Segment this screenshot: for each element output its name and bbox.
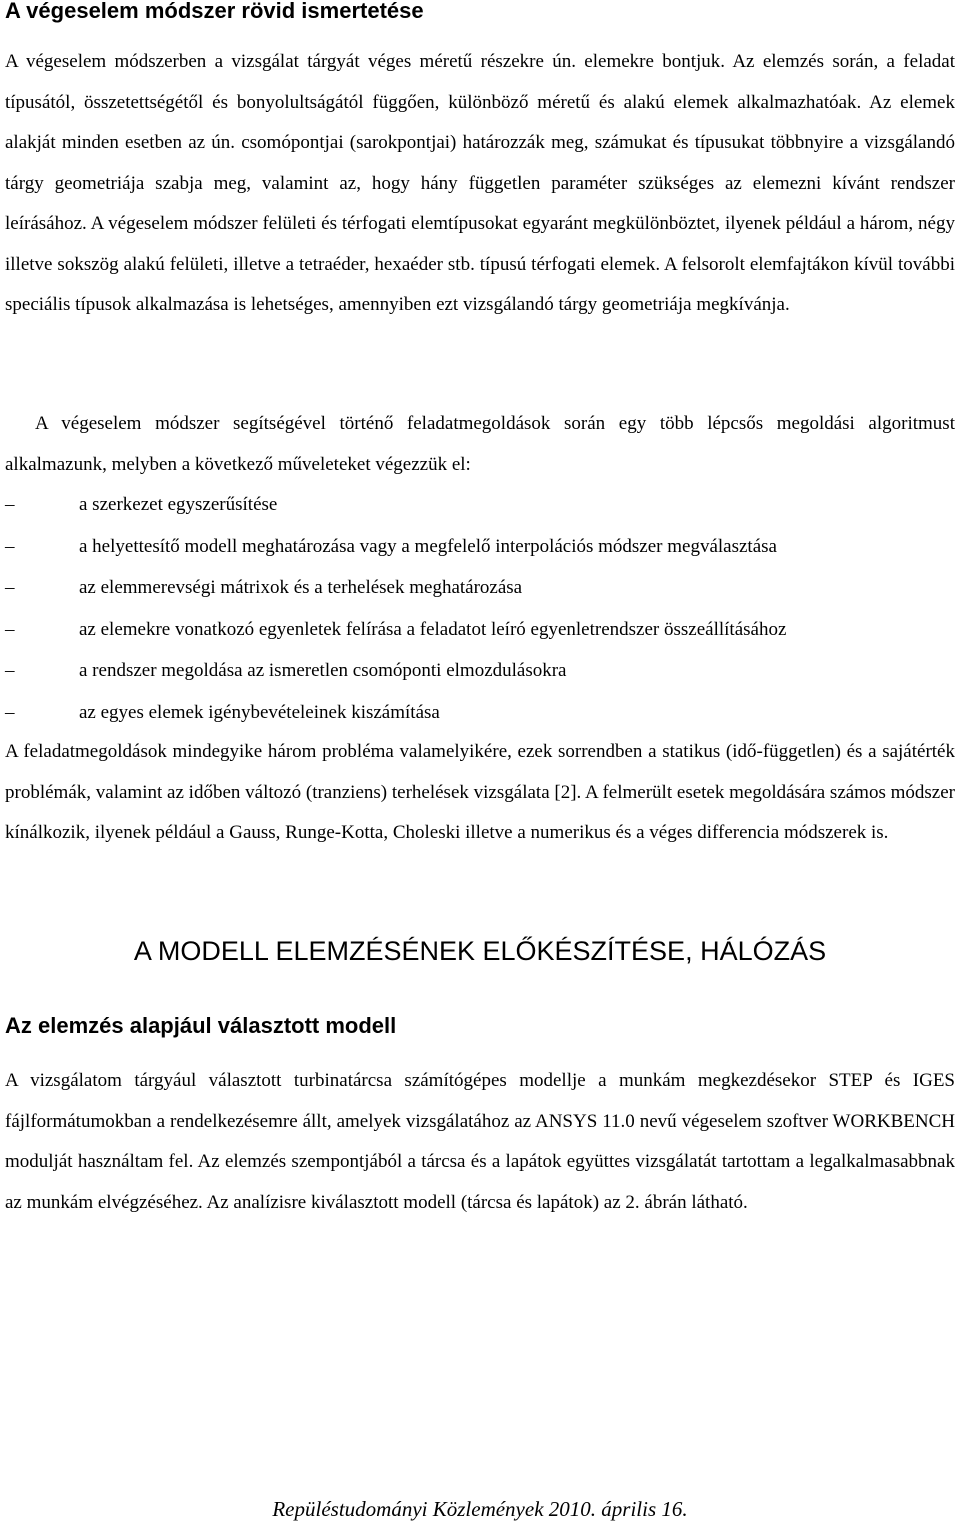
dash-bullet: – — [5, 660, 15, 681]
list-item-text: a helyettesítő modell meghatározása vagy a megfelelő interpolációs módszer megválasztása — [79, 535, 777, 557]
list-item — [5, 484, 955, 526]
paragraph-solution-algorithm: A végeselem módszer segítségével történő feladatmegoldások során egy több lépcsős megoldási algoritmust alkalmazunk, melyben a következő műveleteket végezzük el: — [5, 413, 955, 475]
algorithm-steps-list — [5, 484, 955, 733]
list-item — [5, 526, 955, 568]
list-item-text: az elemekre vonatkozó egyenletek felírása a feladatot leíró egyenletrendszer összeállításához — [79, 618, 787, 640]
dash-bullet: – — [5, 618, 15, 640]
dash-bullet: – — [5, 577, 15, 598]
paragraph-problem-types: A feladatmegoldások mindegyike három probléma valamelyikére, ezek sorrendben a statikus (idő-független) és a sajátérték problémák, valamint az időben változó (tranziens) terhelések vizsgálata [2]. A felmerült esetek megoldására számos módszer kínálkozik, ilyenek például a Gauss, Runge-Kotta, Choleski illetve a numerikus és a véges differencia módszerek is. — [5, 741, 955, 843]
list-item — [5, 567, 955, 609]
list-item — [5, 692, 955, 734]
dash-bullet: – — [5, 701, 15, 723]
list-item-text: az elemmerevségi mátrixok és a terhelések meghatározása — [79, 577, 523, 598]
list-item — [5, 609, 955, 651]
paragraph-fem-description: A végeselem módszerben a vizsgálat tárgyát véges méretű részekre ún. elemekre bontjuk. Az elemzés során, a feladat típusától, összetettségétől és bonyolultságától függően, különböző méretű és alakú elemek alkalmazhatóak. Az elemek alakját minden esetben az ún. csomópontjai (sarokpontjai) határozzák meg, számukat és típusukat többnyire a vizsgálandó tárgy geometriája szabja meg, valamint az, hogy hány független paraméter szükséges az elemezni kívánt rendszer leírásához. A végeselem módszer felületi és térfogati elemtípusokat egyaránt megkülönböztet, ilyenek például a három, négy illetve sokszög alakú felületi, illetve a tetraéder, hexaéder stb. típusú térfogati elemek. A felsorolt elemfajtákon kívül további speciális típusok alkalmazása is lehetséges, amennyiben ezt vizsgálandó tárgy geometriája megkívánja. — [5, 51, 955, 315]
list-item-text: az egyes elemek igénybevételeinek kiszámítása — [79, 701, 440, 723]
page-footer: Repüléstudományi Közlemények 2010. április 16. — [272, 1497, 688, 1521]
list-item-text: a rendszer megoldása az ismeretlen csomóponti elmozdulásokra — [79, 660, 567, 681]
dash-bullet: – — [5, 535, 15, 557]
paragraph-model-description: A vizsgálatom tárgyául választott turbinatárcsa számítógépes modellje a munkám megkezdésekor STEP és IGES fájlformátumokban a rendelkezésemre állt, amelyek vizsgálatához az ANSYS 11.0 nevű végeselem szoftver WORKBENCH modulját használtam fel. Az elemzés szempontjából a tárcsa és a lapátok együttes vizsgálatát tartottam a legalkalmasabbnak az munkám elvégzéséhez. Az analízisre kiválasztott modell (tárcsa és lapátok) az 2. ábrán látható. — [5, 1070, 955, 1213]
list-item-text: a szerkezet egyszerűsítése — [79, 494, 278, 515]
section-heading-fem-overview: A végeselem módszer rövid ismertetése — [5, 0, 424, 23]
section-heading-chosen-model: Az elemzés alapjául választott modell — [5, 1013, 397, 1038]
chapter-heading-model-preparation: A MODELL ELEMZÉSÉNEK ELŐKÉSZÍTÉSE, HÁLÓZÁS — [133, 936, 827, 966]
dash-bullet: – — [5, 494, 15, 515]
list-item — [5, 650, 955, 692]
